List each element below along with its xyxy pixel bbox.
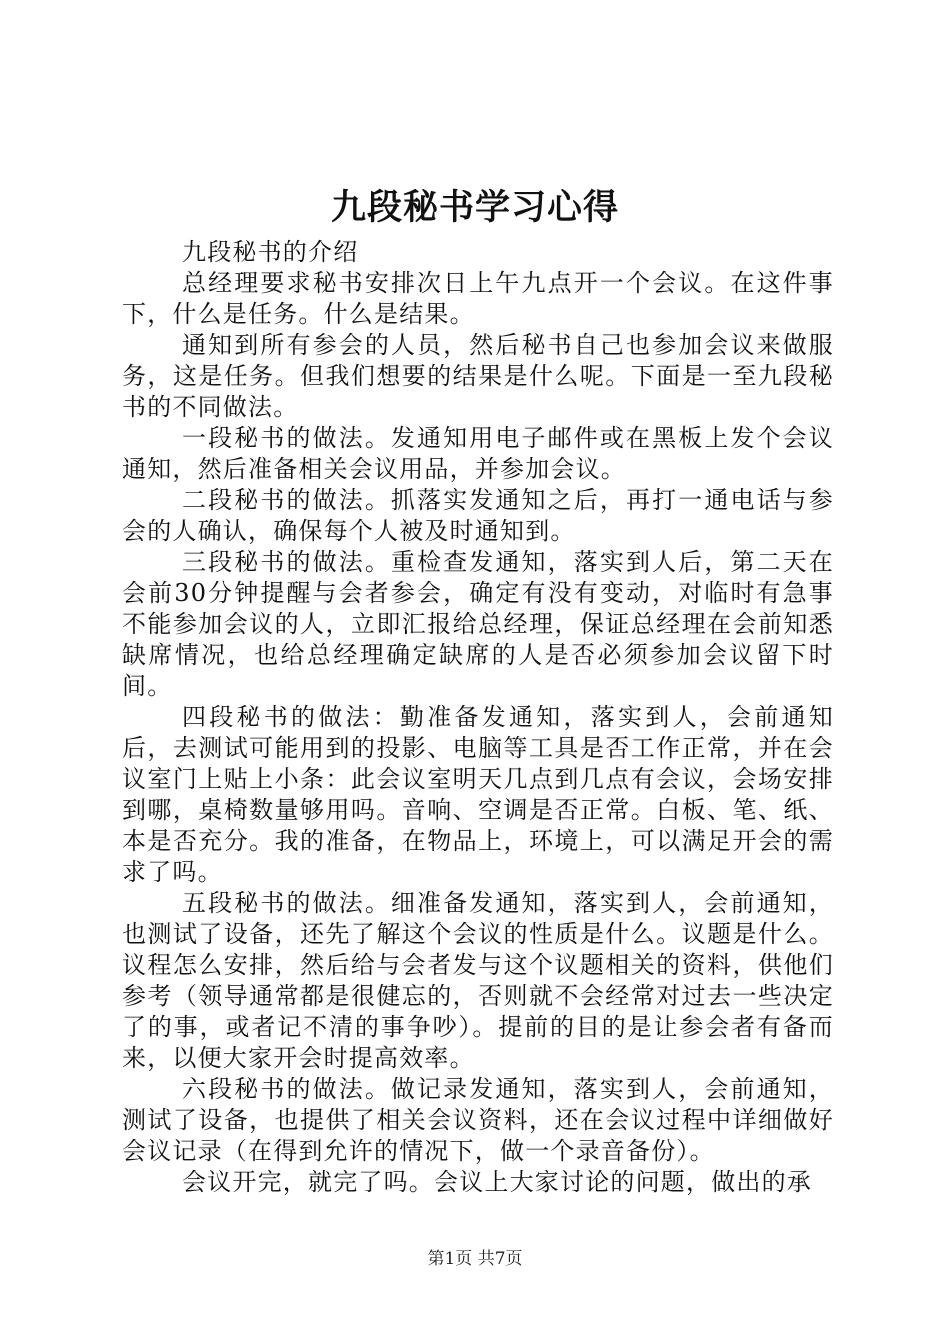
paragraph-level-3: 三段秘书的做法。重检查发通知，落实到人后，第二天在会前30分钟提醒与会者参会，确定有没有变动，对临时有急事不能参加会议的人，立即汇报给总经理，保证总经理在会前知悉缺席情况，也给总经理确定缺席的人是否必须参加会议留下时间。 — [122, 548, 834, 700]
paragraph-level-5: 五段秘书的做法。细准备发通知，落实到人，会前通知，也测试了设备，还先了解这个会议的性质是什么。议题是什么。议程怎么安排，然后给与会者发与这个议题相关的资料，供他们参考（领导通常都是很健忘的，否则就不会经常对过去一些决定了的事，或者记不清的事争吵）。提前的目的是让参会者有备而来，以便大家开会时提高效率。 — [122, 889, 834, 1072]
paragraph-task: 总经理要求秘书安排次日上午九点开一个会议。在这件事下，什么是任务。什么是结果。 — [122, 269, 834, 328]
paragraph-result: 通知到所有参会的人员，然后秘书自己也参加会议来做服务，这是任务。但我们想要的结果是什么呢。下面是一至九段秘书的不同做法。 — [122, 331, 834, 421]
document-title: 九段秘书学习心得 — [330, 187, 619, 228]
paragraph-level-6: 六段秘书的做法。做记录发通知，落实到人，会前通知，测试了设备，也提供了相关会议资料，还在会议过程中详细做好会议记录（在得到允许的情况下，做一个录音备份）。 — [122, 1075, 834, 1165]
paragraph-level-1: 一段秘书的做法。发通知用电子邮件或在黑板上发个会议通知，然后准备相关会议用品，并参加会议。 — [122, 424, 834, 483]
document-body — [122, 237, 834, 1198]
paragraph-level-4: 四段秘书的做法：勤准备发通知，落实到人，会前通知后，去测试可能用到的投影、电脑等工具是否工作正常，并在会议室门上贴上小条：此会议室明天几点到几点有会议，会场安排到哪，桌椅数量够用吗。音响、空调是否正常。白板、笔、纸、本是否充分。我的准备，在物品上，环境上，可以满足开会的需求了吗。 — [122, 703, 834, 886]
page-number-footer: 第1页 共7页 — [427, 1249, 523, 1269]
paragraph-intro-heading: 九段秘书的介绍 — [182, 238, 359, 266]
paragraph-level-2: 二段秘书的做法。抓落实发通知之后，再打一通电话与参会的人确认，确保每个人被及时通知到。 — [122, 486, 834, 545]
paragraph-after-meeting: 会议开完，就完了吗。会议上大家讨论的问题，做出的承 — [182, 1168, 812, 1196]
